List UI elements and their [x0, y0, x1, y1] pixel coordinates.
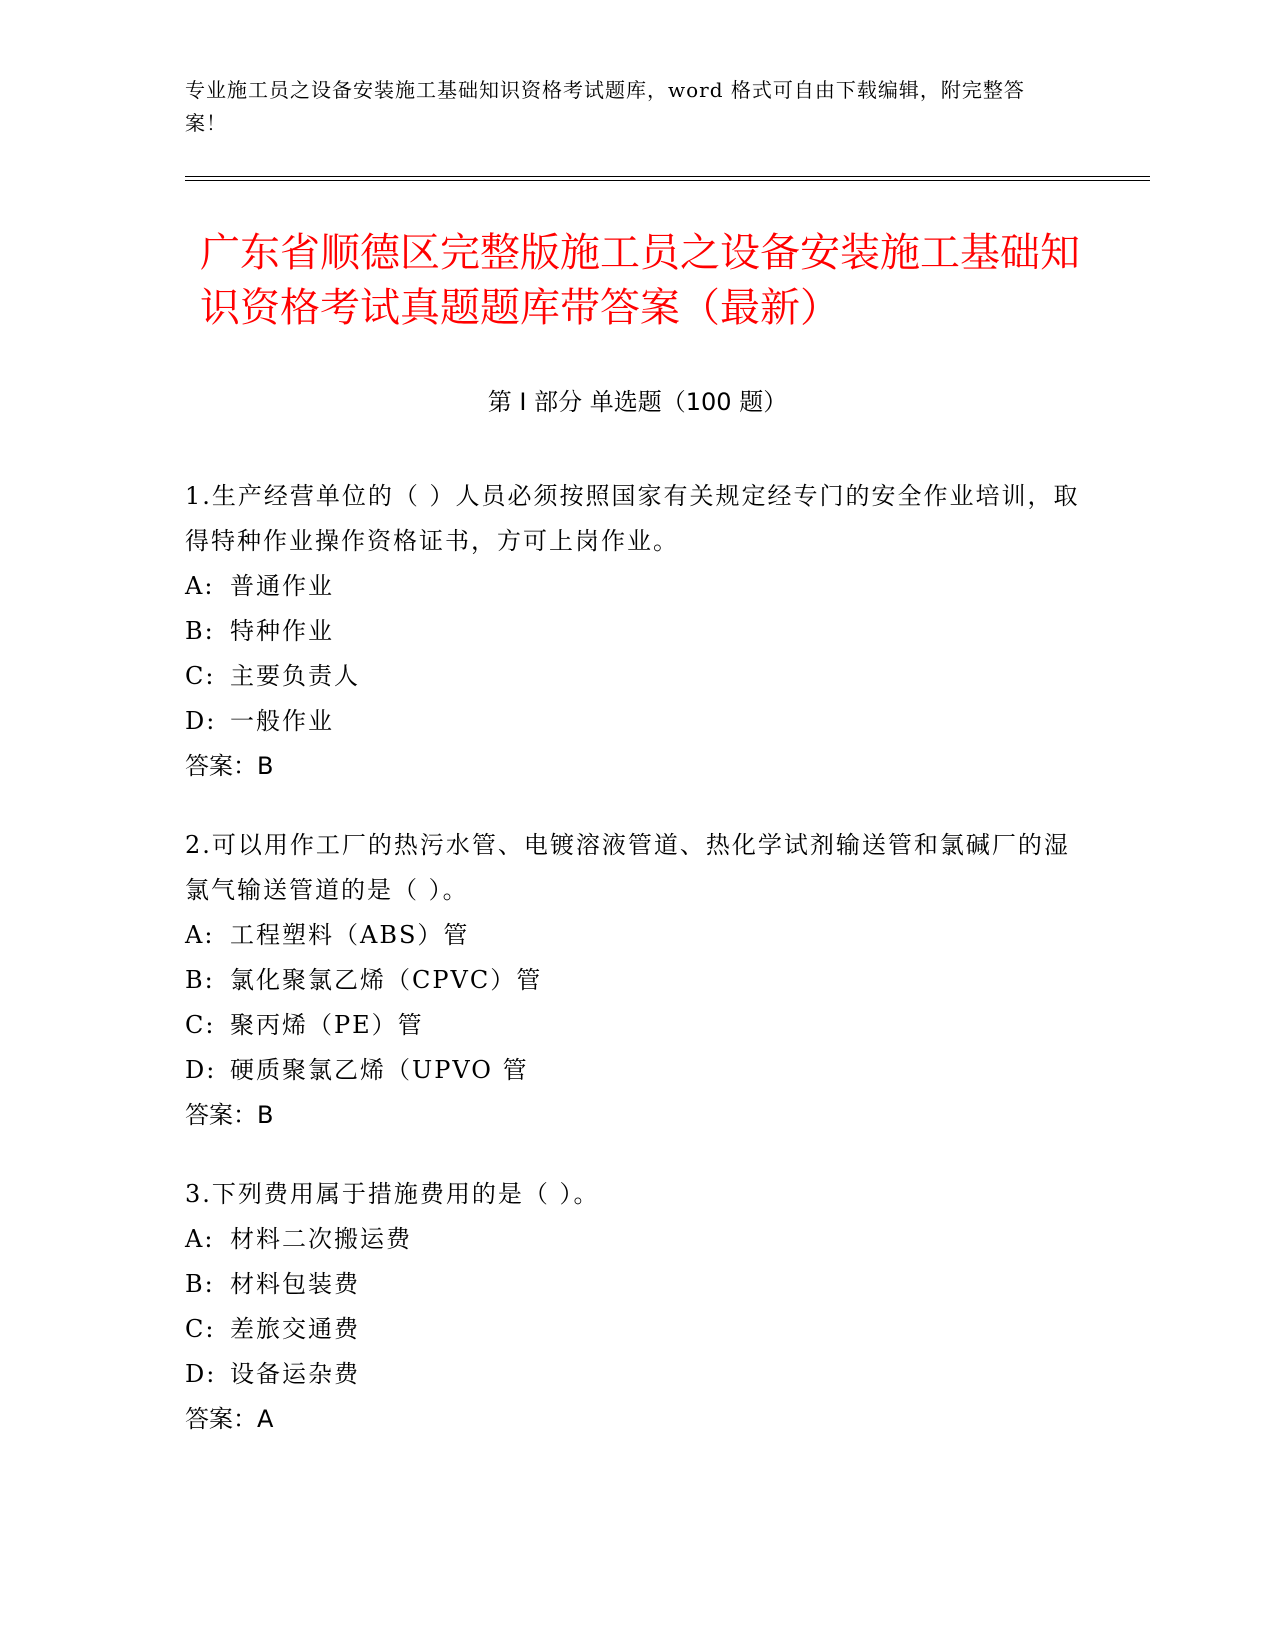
option-a	[185, 564, 1085, 609]
option-d	[185, 699, 1085, 744]
option-text: 差旅交通费	[230, 1315, 360, 1343]
option-letter: B:	[185, 617, 215, 645]
option-text: 材料包装费	[230, 1270, 360, 1298]
question-2	[185, 823, 1085, 1138]
answer-value: B	[257, 1101, 274, 1129]
question-1	[185, 474, 1085, 789]
option-letter: A:	[185, 572, 215, 600]
header-note: 专业施工员之设备安装施工基础知识资格考试题库，word 格式可自由下载编辑，附完整答案！	[185, 78, 1025, 135]
option-text: 设备运杂费	[230, 1360, 360, 1388]
question-stem: 3.下列费用属于措施费用的是（ ）。	[185, 1180, 600, 1208]
option-letter: B:	[185, 966, 215, 994]
option-text: 材料二次搬运费	[230, 1225, 412, 1253]
option-text: 硬质聚氯乙烯（UPVO 管	[230, 1056, 529, 1084]
option-letter: D:	[185, 1360, 217, 1388]
option-letter: C:	[185, 1315, 216, 1343]
option-text: 特种作业	[230, 617, 334, 645]
header-divider	[185, 176, 1150, 181]
answer-line	[185, 744, 1085, 789]
section-heading: 第 I 部分 单选题（100 题）	[487, 388, 788, 416]
answer-line	[185, 1397, 1085, 1442]
option-text: 氯化聚氯乙烯（CPVC）管	[230, 966, 543, 994]
document-title: 广东省顺德区完整版施工员之设备安装施工基础知识资格考试真题题库带答案（最新）	[200, 230, 1080, 331]
option-d	[185, 1048, 1085, 1093]
option-d	[185, 1352, 1085, 1397]
question-list	[185, 474, 1085, 1476]
question-stem: 2.可以用作工厂的热污水管、电镀溶液管道、热化学试剂输送管和氯碱厂的湿氯气输送管道的是（ ）。	[185, 831, 1070, 904]
answer-value: B	[257, 752, 274, 780]
option-b	[185, 958, 1085, 1003]
option-c	[185, 1307, 1085, 1352]
option-letter: C:	[185, 1011, 216, 1039]
option-b	[185, 1262, 1085, 1307]
option-letter: D:	[185, 1056, 217, 1084]
option-a	[185, 913, 1085, 958]
answer-label: 答案：	[185, 1405, 257, 1433]
option-text: 聚丙烯（PE）管	[230, 1011, 424, 1039]
option-text: 普通作业	[230, 572, 334, 600]
option-letter: A:	[185, 921, 215, 949]
answer-label: 答案：	[185, 752, 257, 780]
answer-line	[185, 1093, 1085, 1138]
option-letter: C:	[185, 662, 216, 690]
option-letter: B:	[185, 1270, 215, 1298]
answer-label: 答案：	[185, 1101, 257, 1129]
option-text: 工程塑料（ABS）管	[230, 921, 470, 949]
option-b	[185, 609, 1085, 654]
option-letter: D:	[185, 707, 217, 735]
option-c	[185, 654, 1085, 699]
option-c	[185, 1003, 1085, 1048]
option-letter: A:	[185, 1225, 215, 1253]
option-text: 一般作业	[230, 707, 334, 735]
question-stem: 1.生产经营单位的（ ）人员必须按照国家有关规定经专门的安全作业培训，取得特种作业操作资格证书，方可上岗作业。	[185, 482, 1080, 555]
question-3	[185, 1172, 1085, 1442]
answer-value: A	[257, 1405, 274, 1433]
option-a	[185, 1217, 1085, 1262]
option-text: 主要负责人	[230, 662, 360, 690]
